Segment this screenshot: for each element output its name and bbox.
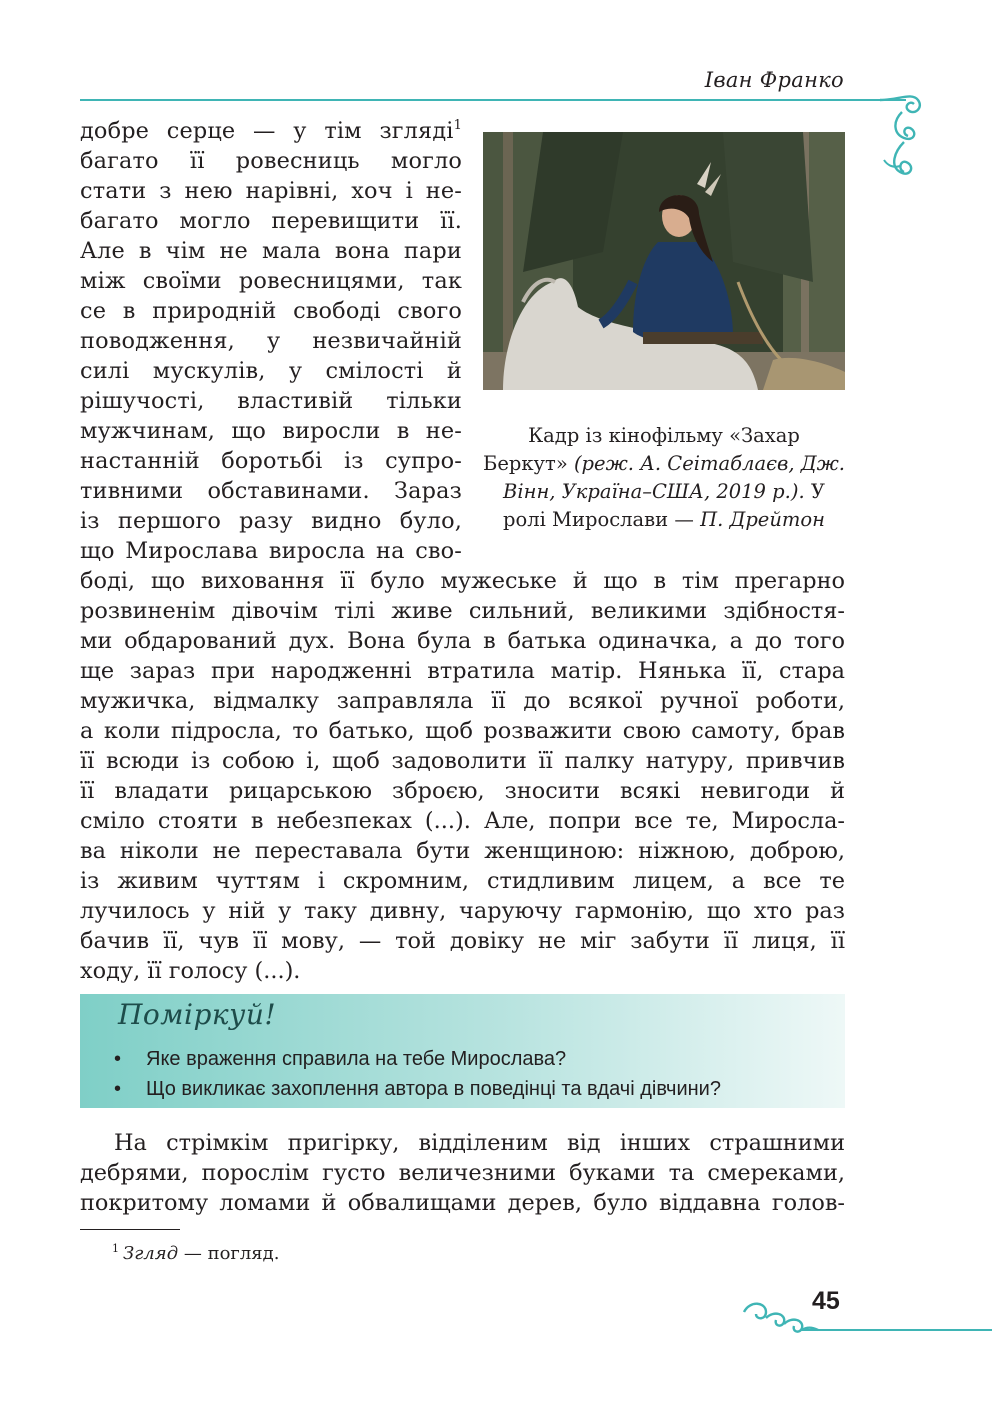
- column-line: поводження, у незвичайній: [80, 328, 462, 354]
- figure-caption: [483, 422, 845, 534]
- column-line: се в природній свободі свого: [80, 298, 462, 324]
- column-line: настанній боротьбі із супро-: [80, 448, 462, 474]
- footnote-marker: 1: [453, 118, 462, 133]
- body-line: розвиненім дівочім тілі живе сильний, великими здібностя-: [80, 598, 845, 624]
- body-line: ми обдарований дух. Вона була в батька одиначка, а до того: [80, 628, 845, 654]
- column-line: стати з нею нарівні, хоч і не-: [80, 178, 462, 204]
- body-line: а коли підросла, то батько, щоб розважити свою самоту, брав: [80, 718, 845, 744]
- question-item: • Що викликає захоплення автора в поведінці та вдачі дівчини?: [112, 1074, 721, 1104]
- footnote-rule: [80, 1229, 180, 1230]
- footnote-number: 1: [112, 1242, 119, 1255]
- column-line: між своїми ровесницями, так: [80, 268, 462, 294]
- body-line: мужичка, відмалку заправляла її до всякої ручної роботи,: [80, 688, 845, 714]
- think-box-title: Поміркуй!: [118, 998, 277, 1031]
- question-item: • Яке враження справила на тебе Мирослава?: [112, 1044, 721, 1074]
- header-rule: [80, 99, 906, 101]
- film-still-image: [483, 132, 845, 390]
- body-line: ходу, її голосу (...).: [80, 958, 301, 984]
- column-line: із першого разу видно було,: [80, 508, 462, 534]
- footer-swirl-ornament: [740, 1296, 820, 1342]
- column-line: добре серце — у тім згляді$^1$: [80, 118, 462, 144]
- body-line: ва ніколи не переставала бути женщиною: ніжною, доброю,: [80, 838, 845, 864]
- footnote: [112, 1243, 279, 1264]
- second-paragraph: [80, 1128, 845, 1218]
- body-line: бачив її, чув її мову, — той довіку не міг забути її лиця, її: [80, 928, 845, 954]
- body-line: боді, що виховання її було мужеське й що в тім прегарно: [80, 568, 845, 594]
- footer-rule: [800, 1329, 992, 1331]
- column-line: багато могло перевищити її.: [80, 208, 462, 234]
- footnote-definition: — погляд.: [183, 1243, 280, 1264]
- column-line: рішучості, властивій тільки: [80, 388, 462, 414]
- page-number: 45: [812, 1287, 840, 1315]
- para-line: дебрями, порослім густо величезними буками та смереками,: [80, 1160, 845, 1186]
- caption-actor: П. Дрейтон: [700, 508, 825, 531]
- header-swirl-ornament: [878, 86, 928, 196]
- column-line: багато її ровесниць могло: [80, 148, 462, 174]
- body-line: ще зараз при народженні втратила матір. Нянька її, стара: [80, 658, 845, 684]
- body-line: її владати рицарською зброєю, зносити всякі невигоди й: [80, 778, 845, 804]
- column-line: тивними обставинами. Зараз: [80, 478, 462, 504]
- caption-role: У ролі Мирослави —: [503, 480, 825, 531]
- body-line: її всюди із собою і, щоб задоволити її палку натуру, привчив: [80, 748, 845, 774]
- column-line: що Мирослава виросла на сво-: [80, 538, 462, 564]
- column-paragraph: [80, 116, 462, 566]
- caption-title: Кадр із кінофільму «Захар Беркут»: [483, 424, 800, 475]
- footnote-term: Згляд: [123, 1243, 179, 1264]
- film-still-illustration: [483, 132, 845, 390]
- column-line: силі мускулів, у смілості й: [80, 358, 462, 384]
- think-box-questions: [112, 1044, 721, 1104]
- running-head: Іван Франко: [704, 68, 844, 92]
- para-line: На стрімкім пригірку, відділеним від інших страшними: [114, 1130, 845, 1156]
- think-box: [80, 994, 845, 1108]
- column-line: мужчинам, що виросли в не-: [80, 418, 462, 444]
- caption-credits: (реж. А. Сеітаблаєв, Дж. Вінн, Україна–США, 2019 р.).: [503, 452, 845, 503]
- body-paragraph: [80, 566, 845, 986]
- body-line: сміло стояти в небезпеках (...). Але, попри все те, Миросла-: [80, 808, 845, 834]
- para-line: покритому ломами й обвалищами дерев, було віддавна голов-: [80, 1190, 845, 1216]
- column-line: Але в чім не мала вона пари: [80, 238, 462, 264]
- body-line: із живим чуттям і скромним, стидливим лицем, а все те: [80, 868, 845, 894]
- body-line: лучилось у ній у таку дивну, чаруючу гармонію, що хто раз: [80, 898, 845, 924]
